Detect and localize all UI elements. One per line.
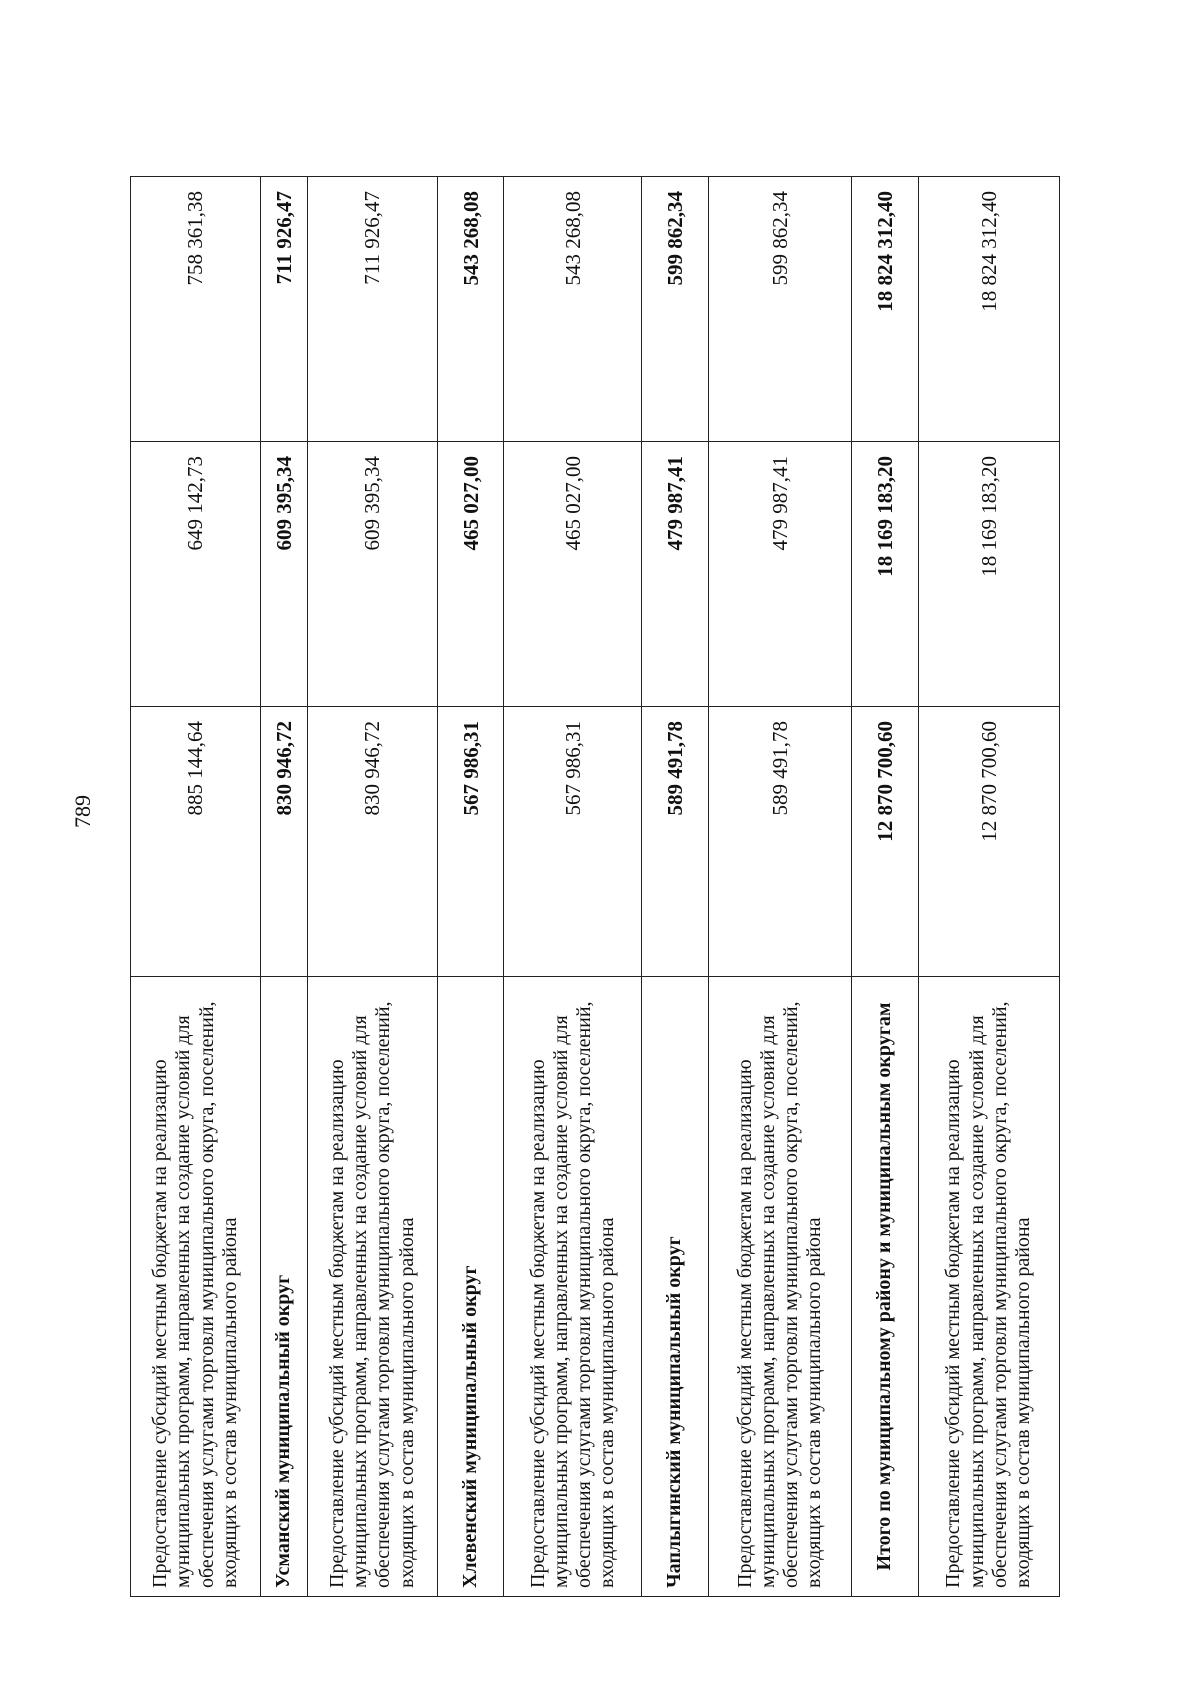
row-label: Чаплыгинский муниципальный округ xyxy=(642,977,708,1597)
value-col-3: 758 361,38 xyxy=(131,177,261,442)
value-col-3: 543 268,08 xyxy=(504,177,642,442)
value-col-2: 18 169 183,20 xyxy=(918,442,1059,707)
table-row xyxy=(918,177,1059,1597)
row-label: Хлевенский муниципальный округ xyxy=(438,977,504,1597)
row-label: Предоставление субсидий местным бюджетам на реализацию муниципальных программ, направленных на создание условий для обеспечения услугами торговли муниципального округа, поселений, входящих в состав муниципального района xyxy=(307,977,437,1597)
budget-table xyxy=(130,176,1060,1597)
table-row xyxy=(504,177,642,1597)
value-col-2: 609 395,34 xyxy=(307,442,437,707)
value-col-1: 12 870 700,60 xyxy=(852,707,918,977)
value-col-2: 479 987,41 xyxy=(642,442,708,707)
value-col-2: 465 027,00 xyxy=(438,442,504,707)
table-row-total xyxy=(852,177,918,1597)
value-col-2: 465 027,00 xyxy=(504,442,642,707)
value-col-3: 599 862,34 xyxy=(708,177,852,442)
table-row xyxy=(131,177,261,1597)
value-col-3: 18 824 312,40 xyxy=(852,177,918,442)
value-col-1: 12 870 700,60 xyxy=(918,707,1059,977)
value-col-3: 543 268,08 xyxy=(438,177,504,442)
table-row-section-header xyxy=(438,177,504,1597)
table-row xyxy=(708,177,852,1597)
value-col-2: 479 987,41 xyxy=(708,442,852,707)
value-col-2: 649 142,73 xyxy=(131,442,261,707)
value-col-3: 599 862,34 xyxy=(642,177,708,442)
rotated-table-container xyxy=(130,177,1060,1597)
value-col-1: 589 491,78 xyxy=(642,707,708,977)
value-col-2: 609 395,34 xyxy=(261,442,307,707)
value-col-1: 567 986,31 xyxy=(504,707,642,977)
row-label: Предоставление субсидий местным бюджетам на реализацию муниципальных программ, направленных на создание условий для обеспечения услугами торговли муниципального округа, поселений, входящих в состав муниципального района xyxy=(504,977,642,1597)
table-row xyxy=(307,177,437,1597)
value-col-1: 589 491,78 xyxy=(708,707,852,977)
row-label: Итого по муниципальному району и муниципальным округам xyxy=(852,977,918,1597)
row-label: Предоставление субсидий местным бюджетам на реализацию муниципальных программ, направленных на создание условий для обеспечения услугами торговли муниципального округа, поселений, входящих в состав муниципального района xyxy=(708,977,852,1597)
row-label: Усманский муниципальный округ xyxy=(261,977,307,1597)
row-label: Предоставление субсидий местным бюджетам на реализацию муниципальных программ, направленных на создание условий для обеспечения услугами торговли муниципального округа, поселений, входящих в состав муниципального района xyxy=(918,977,1059,1597)
value-col-2: 18 169 183,20 xyxy=(852,442,918,707)
row-label: Предоставление субсидий местным бюджетам на реализацию муниципальных программ, направленных на создание условий для обеспечения услугами торговли муниципального округа, поселений, входящих в состав муниципального района xyxy=(131,977,261,1597)
value-col-1: 567 986,31 xyxy=(438,707,504,977)
value-col-1: 885 144,64 xyxy=(131,707,261,977)
value-col-3: 711 926,47 xyxy=(261,177,307,442)
table-row-section-header xyxy=(642,177,708,1597)
value-col-3: 711 926,47 xyxy=(307,177,437,442)
table-row-section-header xyxy=(261,177,307,1597)
value-col-1: 830 946,72 xyxy=(261,707,307,977)
value-col-1: 830 946,72 xyxy=(307,707,437,977)
value-col-3: 18 824 312,40 xyxy=(918,177,1059,442)
page-number: 789 xyxy=(70,795,95,828)
